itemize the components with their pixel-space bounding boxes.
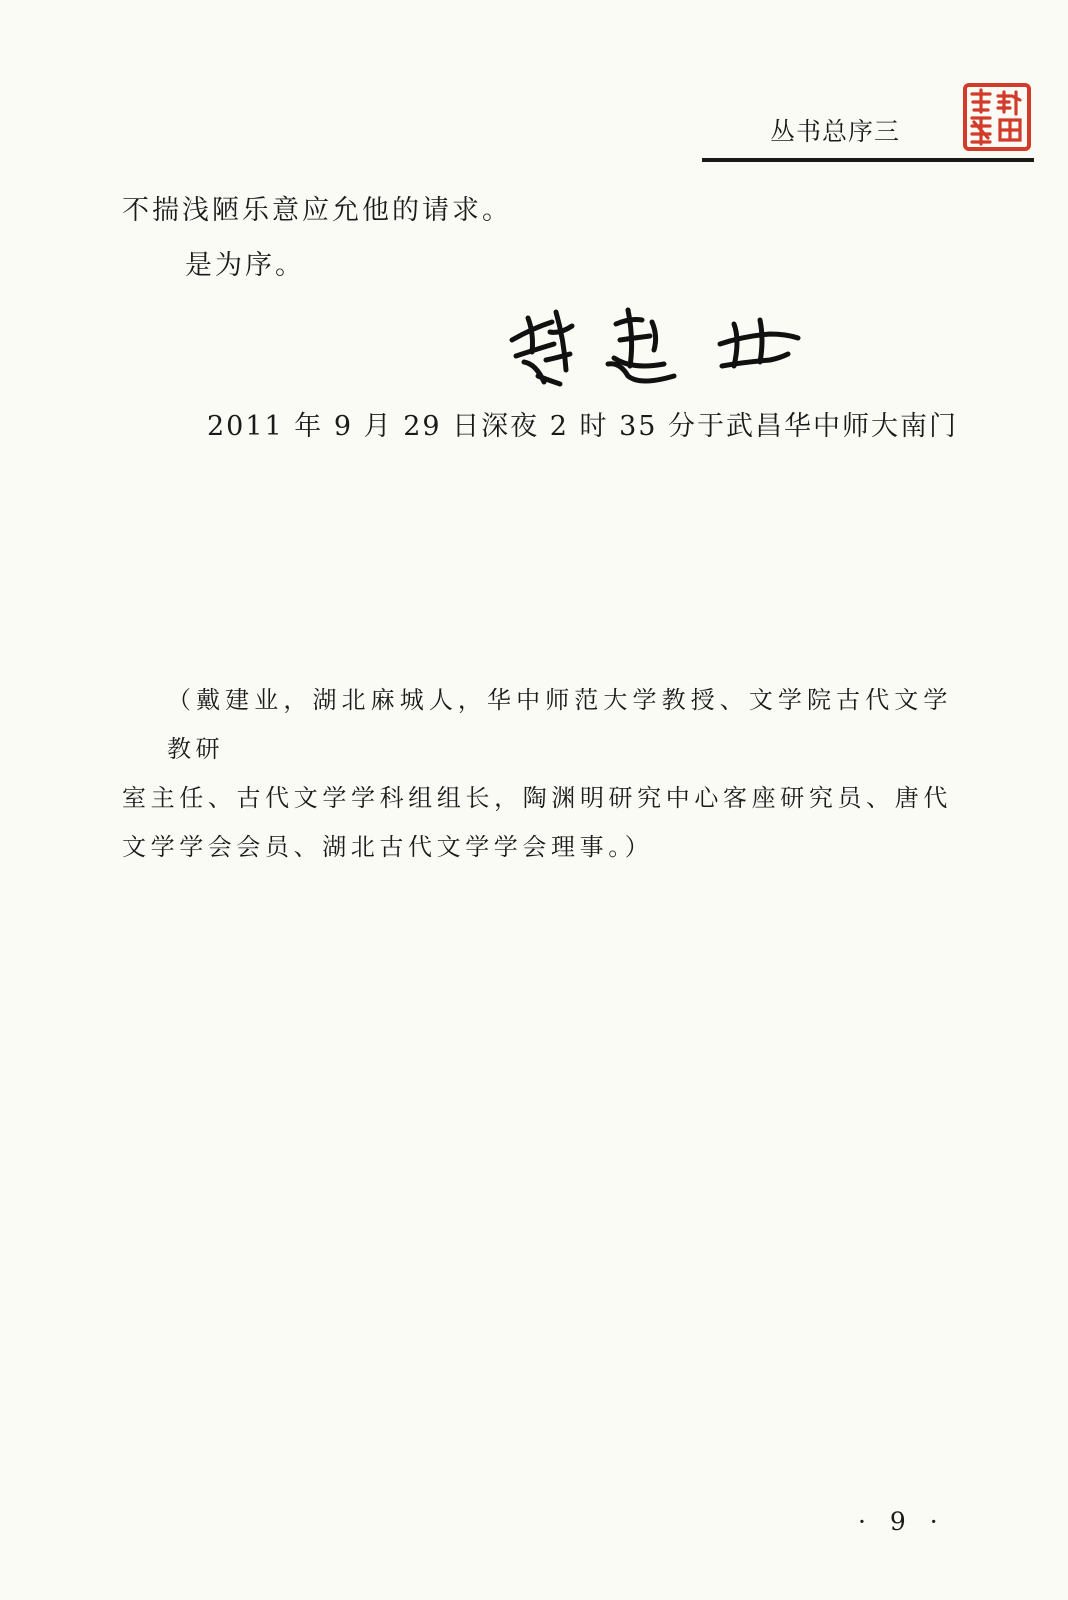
page-number: · 9 ·: [858, 1507, 946, 1536]
body-line-2: 是为序。: [185, 250, 305, 281]
date-place-line: 2011 年 9 月 29 日深夜 2 时 35 分于武昌华中师大南门: [207, 411, 959, 442]
bio-line-2: 室主任、古代文学学科组组长，陶渊明研究中心客座研究员、唐代文学: [122, 784, 952, 861]
bio-line-1: （戴建业，湖北麻城人，华中师范大学教授、文学院古代文学教研: [167, 686, 952, 763]
handwritten-signature: [508, 300, 803, 390]
bio-line-3: 学会会员、湖北古代文学学会理事。）: [179, 833, 654, 861]
running-header-title: 丛书总序三: [770, 117, 901, 146]
seal-stamp: [962, 82, 1032, 152]
author-bio: [122, 676, 952, 872]
header-rule: [702, 158, 1034, 162]
body-line-1: 不揣浅陋乐意应允他的请求。: [122, 195, 512, 226]
